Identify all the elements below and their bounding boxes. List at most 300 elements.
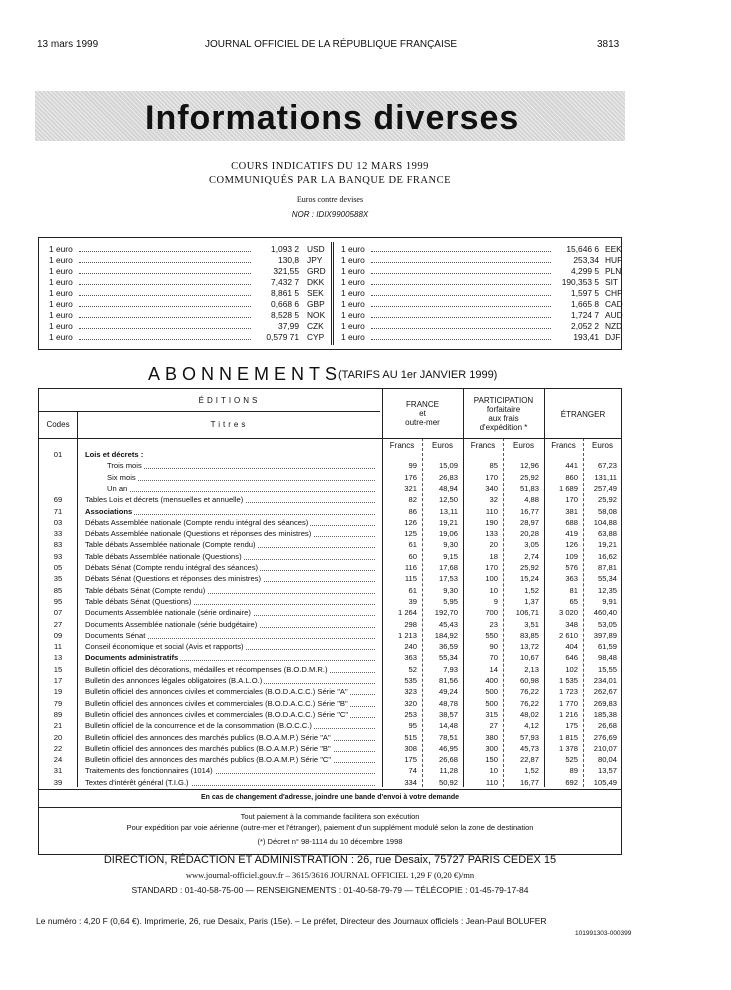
head-france [382, 400, 463, 427]
row-value: 535 [404, 676, 417, 685]
rate-value: 190,353 5 [561, 277, 599, 287]
row-value: 500 [485, 687, 498, 697]
row-title: Un an [107, 483, 128, 493]
row-value: 1 770 [558, 698, 578, 708]
header-page-number: 3813 [597, 39, 620, 50]
row-value: 320 [404, 698, 417, 708]
row-value: 2 610 [558, 630, 578, 640]
head-france-line: et [419, 409, 426, 418]
row-code: 93 [53, 551, 63, 561]
rate-value: 193,41 [573, 332, 599, 342]
row-title: Documents Sénat [85, 630, 146, 640]
row-value: 170 [565, 495, 578, 505]
rate-value: 15,646 6 [566, 244, 599, 254]
row-value: 15,09 [438, 461, 458, 471]
row-value: 125 [404, 529, 417, 539]
rate-value: 130,8 [278, 255, 299, 265]
row-line-head [39, 438, 621, 439]
row-code: 83 [53, 540, 63, 550]
rate-value: 4,299 5 [571, 266, 599, 276]
row-code: 39 [53, 777, 63, 787]
row-value: 340 [485, 483, 498, 493]
row-value: 17,68 [438, 563, 458, 572]
row-value: 298 [404, 619, 417, 629]
row-value: 380 [485, 732, 498, 742]
rate-row [341, 332, 621, 343]
row-code: 31 [53, 766, 63, 776]
row-value: 860 [565, 472, 578, 482]
rate-label: 1 euro [49, 266, 73, 276]
row-code: 22 [53, 743, 63, 753]
rate-leader [79, 251, 251, 252]
row-title: Débats Assemblée nationale (Compte rendu intégral des séances) [85, 517, 309, 527]
row-value: 78,51 [438, 732, 458, 742]
row-value: 116 [404, 563, 417, 572]
row-value: 126 [565, 540, 578, 550]
row-value: 20 [489, 540, 498, 550]
row-value: 240 [404, 642, 417, 652]
table-row [39, 664, 621, 676]
row-title: Trois mois [107, 461, 142, 471]
row-value: 99 [408, 461, 417, 471]
row-line-editions [39, 411, 380, 412]
header-journal-title: JOURNAL OFFICIEL DE LA RÉPUBLIQUE FRANÇAISE [205, 39, 458, 50]
rate-currency: USD [307, 244, 325, 254]
row-value: 315 [485, 709, 498, 719]
row-leader [117, 468, 375, 469]
rate-leader [79, 295, 251, 296]
rate-label: 1 euro [341, 310, 365, 320]
row-code: 05 [53, 563, 63, 572]
row-line-note [39, 807, 621, 808]
row-title: Bulletin officiel des annonces des marchés publics (B.O.A.M.P.) Série "C" [85, 755, 332, 765]
row-value: 55,34 [438, 653, 458, 663]
row-value: 4,88 [524, 495, 539, 505]
row-value: 1,52 [524, 766, 539, 776]
row-value: 12,96 [519, 461, 539, 471]
rate-value: 8,528 5 [271, 310, 299, 320]
rate-leader [371, 306, 551, 307]
table-row [39, 596, 621, 608]
rate-row [49, 299, 329, 310]
row-value: 19,21 [438, 517, 458, 527]
rate-currency: DKK [307, 277, 325, 287]
row-value: 308 [404, 743, 417, 753]
table-row [39, 698, 621, 710]
row-title: Conseil économique et social (Avis et rapports) [85, 642, 244, 652]
row-value: 25,92 [519, 472, 539, 482]
row-title: Débats Sénat (Questions et réponses des ministres) [85, 574, 262, 584]
rate-currency: CZK [307, 321, 324, 331]
table-row [39, 539, 621, 551]
rate-row [341, 266, 621, 277]
row-value: 82 [408, 495, 417, 505]
row-title: Bulletin officiel des décorations, médailles et récompenses (B.O.D.M.R.) [85, 664, 328, 674]
row-value: 190 [485, 517, 498, 527]
web-info: www.journal-officiel.gouv.fr – 3615/3616 JOURNAL OFFICIEL 1,29 F (0,20 €)/mn [185, 870, 475, 880]
rate-value: 1,093 2 [271, 244, 299, 254]
row-value: 28,97 [519, 517, 539, 527]
rate-leader [371, 328, 551, 329]
table-row [39, 777, 621, 789]
footer-code: 101991303-000399 [575, 930, 632, 937]
head-francs: Francs [470, 441, 496, 450]
row-value: 81,56 [438, 676, 458, 685]
row-value: 14,48 [438, 721, 458, 731]
row-value: 102 [565, 664, 578, 674]
head-francs: Francs [389, 441, 415, 450]
row-value: 9,30 [443, 585, 458, 595]
row-code: 13 [53, 653, 63, 663]
row-value: 19,06 [438, 529, 458, 539]
rate-label: 1 euro [341, 321, 365, 331]
row-value: 192,70 [434, 608, 458, 618]
row-title: Bulletin officiel de la concurrence et de la consommation (B.O.C.C.) [85, 721, 312, 731]
row-value: 60,98 [519, 676, 539, 685]
table-row [39, 483, 621, 495]
row-value: 9,91 [602, 596, 617, 606]
row-title: Textes d'intérêt général (T.I.G.) [85, 777, 189, 787]
row-value: 13,11 [439, 506, 458, 516]
row-value: 3 020 [558, 608, 578, 618]
rate-label: 1 euro [341, 299, 365, 309]
row-value: 550 [485, 630, 498, 640]
row-value: 404 [565, 642, 578, 652]
row-value: 51,83 [519, 483, 539, 493]
row-code: 89 [53, 709, 63, 719]
row-value: 61,59 [597, 642, 617, 652]
row-value: 131,11 [594, 472, 617, 482]
row-value: 1 815 [558, 732, 578, 742]
row-title: Bulletin officiel des annonces des marchés publics (B.O.A.M.P.) Série "B" [85, 743, 331, 753]
row-value: 46,95 [438, 743, 458, 753]
row-value: 323 [404, 687, 417, 697]
row-value: 257,49 [593, 483, 617, 493]
row-value: 397,89 [593, 630, 617, 640]
row-code: 03 [53, 517, 63, 527]
phone-numbers: STANDARD : 01-40-58-75-00 — RENSEIGNEMENTS : 01-40-58-79-79 — TÉLÉCOPIE : 01-45-79-17-84 [131, 885, 529, 895]
head-editions: ÉDITIONS [198, 396, 261, 405]
row-value: 58,08 [597, 506, 617, 516]
row-code: 79 [53, 698, 63, 708]
table-row [39, 494, 621, 506]
head-participation-line: PARTICIPATION [473, 396, 534, 405]
row-code: 20 [53, 732, 63, 742]
head-euros: Euros [592, 441, 613, 450]
exchange-rates-box [38, 237, 622, 350]
rate-currency: NZD [605, 321, 623, 331]
row-title: Documents administratifs [85, 653, 179, 663]
row-value: 26,68 [438, 755, 458, 765]
row-value: 13,72 [519, 642, 539, 652]
row-value: 11,28 [439, 766, 458, 776]
row-value: 1 535 [558, 676, 578, 685]
row-value: 2,74 [524, 551, 539, 561]
row-line-bottom [39, 789, 621, 790]
row-code: 71 [53, 506, 63, 516]
rate-row [341, 310, 621, 321]
head-euros: Euros [432, 441, 453, 450]
row-value: 14 [489, 664, 498, 674]
row-value: 700 [485, 608, 498, 618]
section-banner [35, 91, 625, 141]
row-value: 10 [489, 585, 498, 595]
row-value: 334 [404, 777, 417, 787]
rate-row [341, 277, 621, 288]
row-value: 234,01 [593, 676, 617, 685]
head-participation-line: forfaitaire [486, 405, 521, 414]
row-value: 3,51 [524, 619, 539, 629]
row-code: 35 [53, 574, 63, 584]
row-value: 185,38 [593, 709, 617, 719]
head-france-line: FRANCE [406, 400, 439, 409]
head-france-line: outre-mer [405, 418, 440, 427]
table-row [39, 528, 621, 540]
rate-currency: PLN [605, 266, 622, 276]
rate-row [341, 299, 621, 310]
row-value: 1 378 [558, 743, 578, 753]
row-value: 16,77 [519, 777, 539, 787]
row-value: 17,53 [438, 574, 458, 584]
row-value: 4,12 [524, 721, 539, 731]
head-etranger: ÉTRANGER [560, 410, 606, 419]
rate-leader [371, 339, 551, 340]
row-value: 16,62 [597, 551, 617, 561]
rate-row [49, 266, 329, 277]
table-row [39, 562, 621, 574]
rate-value: 0,668 6 [271, 299, 299, 309]
row-value: 16,77 [519, 506, 539, 516]
row-code: 69 [53, 495, 63, 505]
row-value: 184,92 [434, 630, 458, 640]
head-codes: Codes [46, 420, 70, 429]
row-value: 646 [565, 653, 578, 663]
row-title: Débats Sénat (Compte rendu intégral des séances) [85, 563, 259, 572]
rate-value: 0,579 71 [266, 332, 299, 342]
rate-value: 2,052 2 [571, 321, 599, 331]
rate-leader [79, 328, 251, 329]
row-value: 57,93 [519, 732, 539, 742]
table-row [39, 652, 621, 664]
row-value: 60 [408, 551, 417, 561]
row-value: 1 689 [558, 483, 578, 493]
row-value: 276,69 [593, 732, 617, 742]
rate-row [341, 255, 621, 266]
rate-currency: CYP [307, 332, 325, 342]
cours-nor: NOR : IDIX9900588X [291, 210, 369, 219]
row-value: 53,05 [597, 619, 617, 629]
row-title: Documents Assemblée nationale (série ordinaire) [85, 608, 251, 618]
rate-currency: GRD [307, 266, 326, 276]
row-value: 83,85 [519, 630, 539, 640]
row-value: 36,59 [438, 642, 458, 652]
row-value: 269,83 [593, 698, 617, 708]
row-code: 07 [53, 608, 63, 618]
row-value: 32 [489, 495, 498, 505]
rate-leader [371, 251, 551, 252]
row-value: 692 [565, 777, 578, 787]
note-payment-1: Tout paiement à la commande facilitera son exécution [240, 812, 420, 821]
row-code: 27 [53, 619, 63, 629]
banner-title: Informations diverses [145, 99, 520, 137]
row-title: Traitements des fonctionnaires (1014) [85, 766, 213, 776]
rate-label: 1 euro [341, 277, 365, 287]
rate-label: 1 euro [341, 288, 365, 298]
rate-leader [371, 317, 551, 318]
rate-leader [79, 317, 251, 318]
row-title: Bulletin officiel des annonces civiles et commerciales (B.O.D.A.C.C.) Série "B" [85, 698, 348, 708]
rate-label: 1 euro [49, 277, 73, 287]
table-row [39, 675, 621, 687]
row-value: 38,57 [438, 709, 458, 719]
row-value: 170 [485, 472, 498, 482]
rate-currency: GBP [307, 299, 325, 309]
rate-label: 1 euro [49, 321, 73, 331]
rate-value: 253,34 [573, 255, 599, 265]
rate-value: 37,99 [278, 321, 299, 331]
rate-row [341, 321, 621, 332]
row-code: 19 [53, 687, 63, 697]
row-value: 419 [565, 529, 578, 539]
cours-heading-2: COMMUNIQUÉS PAR LA BANQUE DE FRANCE [208, 175, 451, 186]
table-row [39, 573, 621, 585]
row-value: 25,92 [519, 563, 539, 572]
table-row [39, 506, 621, 518]
subscription-table [38, 388, 622, 855]
row-value: 9,30 [443, 540, 458, 550]
row-value: 10 [489, 766, 498, 776]
table-row [39, 551, 621, 563]
row-leader [95, 514, 375, 515]
rate-row [49, 321, 329, 332]
row-code: 95 [53, 596, 63, 606]
rate-leader [371, 284, 551, 285]
table-row [39, 619, 621, 631]
row-value: 176 [404, 472, 417, 482]
head-participation [463, 396, 544, 432]
row-value: 115 [404, 574, 417, 584]
note-payment-2: Pour expédition par voie aérienne (outre-mer et l'étranger), paiement d'un supplément modulé selon la zone de destination [126, 823, 534, 832]
rate-leader [79, 306, 251, 307]
row-value: 1 723 [558, 687, 578, 697]
row-value: 9 [493, 596, 498, 606]
row-value: 61 [408, 540, 417, 550]
table-row [39, 743, 621, 755]
row-code: 21 [53, 721, 63, 731]
table-row [39, 720, 621, 732]
row-value: 48,02 [519, 709, 539, 719]
rate-currency: HUF [605, 255, 623, 265]
table-row [39, 709, 621, 721]
rate-row [49, 277, 329, 288]
row-value: 20,28 [519, 529, 539, 539]
row-value: 210,07 [593, 743, 617, 753]
rate-currency: EEK [605, 244, 622, 254]
table-row [39, 449, 621, 461]
row-value: 48,78 [438, 698, 458, 708]
row-value: 39 [408, 596, 417, 606]
row-title: Bulletin des annonces légales obligatoires (B.A.L.O.) [85, 676, 263, 685]
row-value: 63,88 [597, 529, 617, 539]
row-value: 1 264 [397, 608, 417, 618]
rate-currency: CHF [605, 288, 623, 298]
row-title: Table débats Assemblée nationale (Questions) [85, 551, 242, 561]
rate-value: 1,597 5 [571, 288, 599, 298]
row-code: 24 [53, 755, 63, 765]
row-value: 74 [408, 766, 417, 776]
rate-leader [371, 273, 551, 274]
table-row [39, 732, 621, 744]
row-value: 65 [569, 596, 578, 606]
rate-label: 1 euro [49, 299, 73, 309]
abonnements-title: ABONNEMENTS [148, 364, 343, 384]
rate-leader [79, 262, 251, 263]
rate-row [49, 310, 329, 321]
row-value: 12,50 [438, 495, 458, 505]
row-value: 25,92 [597, 495, 617, 505]
table-row [39, 607, 621, 619]
row-value: 576 [565, 563, 578, 572]
row-value: 55,34 [597, 574, 617, 584]
row-value: 45,73 [519, 743, 539, 753]
rate-value: 1,665 8 [571, 299, 599, 309]
row-value: 300 [485, 743, 498, 753]
row-value: 15,24 [519, 574, 539, 584]
row-value: 5,95 [443, 596, 458, 606]
rate-label: 1 euro [49, 288, 73, 298]
row-title: Lois et décrets : [85, 450, 144, 459]
table-row [39, 686, 621, 698]
row-value: 80,04 [597, 755, 617, 765]
row-value: 85 [489, 461, 498, 471]
row-title: Bulletin officiel des annonces civiles et commerciales (B.O.D.A.C.C.) Série "C" [85, 709, 349, 719]
row-title: Table débats Sénat (Questions) [85, 596, 192, 606]
row-value: 3,05 [524, 540, 539, 550]
row-value: 18 [489, 551, 498, 561]
row-value: 45,43 [438, 619, 458, 629]
direction-address: DIRECTION, RÉDACTION ET ADMINISTRATION : 26, rue Desaix, 75727 PARIS CEDEX 15 [103, 854, 557, 866]
note-decret: (*) Décret n° 98-1114 du 10 décembre 1998 [257, 837, 403, 846]
row-code: 33 [53, 529, 63, 539]
rate-row [341, 288, 621, 299]
footer-imprint: Le numéro : 4,20 F (0,64 €). Imprimerie, 26, rue Desaix, Paris (15e). – Le préfet, Directeur des Journaux officiels : Jean-Paul BOLUFER [36, 916, 547, 926]
row-value: 81 [569, 585, 578, 595]
row-value: 76,22 [519, 687, 539, 697]
note-change-address: En cas de changement d'adresse, joindre une bande d'envoi à votre demande [200, 794, 460, 801]
header-date: 13 mars 1999 [37, 39, 99, 50]
cours-heading-3: Euros contre devises [296, 195, 364, 204]
rate-currency: SEK [307, 288, 324, 298]
rate-leader [79, 339, 251, 340]
table-row [39, 754, 621, 766]
row-code: 09 [53, 630, 63, 640]
row-leader [117, 491, 375, 492]
row-value: 262,67 [593, 687, 617, 697]
row-value: 500 [485, 698, 498, 708]
row-value: 89 [569, 766, 578, 776]
rate-leader [79, 284, 251, 285]
row-value: 515 [404, 732, 417, 742]
rate-label: 1 euro [49, 310, 73, 320]
row-title: Table débats Sénat (Compte rendu) [85, 585, 206, 595]
row-value: 100 [485, 574, 498, 584]
rates-divider [331, 242, 334, 345]
row-value: 27 [489, 721, 498, 731]
row-value: 688 [565, 517, 578, 527]
rate-currency: NOK [307, 310, 326, 320]
row-value: 175 [565, 721, 578, 731]
table-row [39, 765, 621, 777]
